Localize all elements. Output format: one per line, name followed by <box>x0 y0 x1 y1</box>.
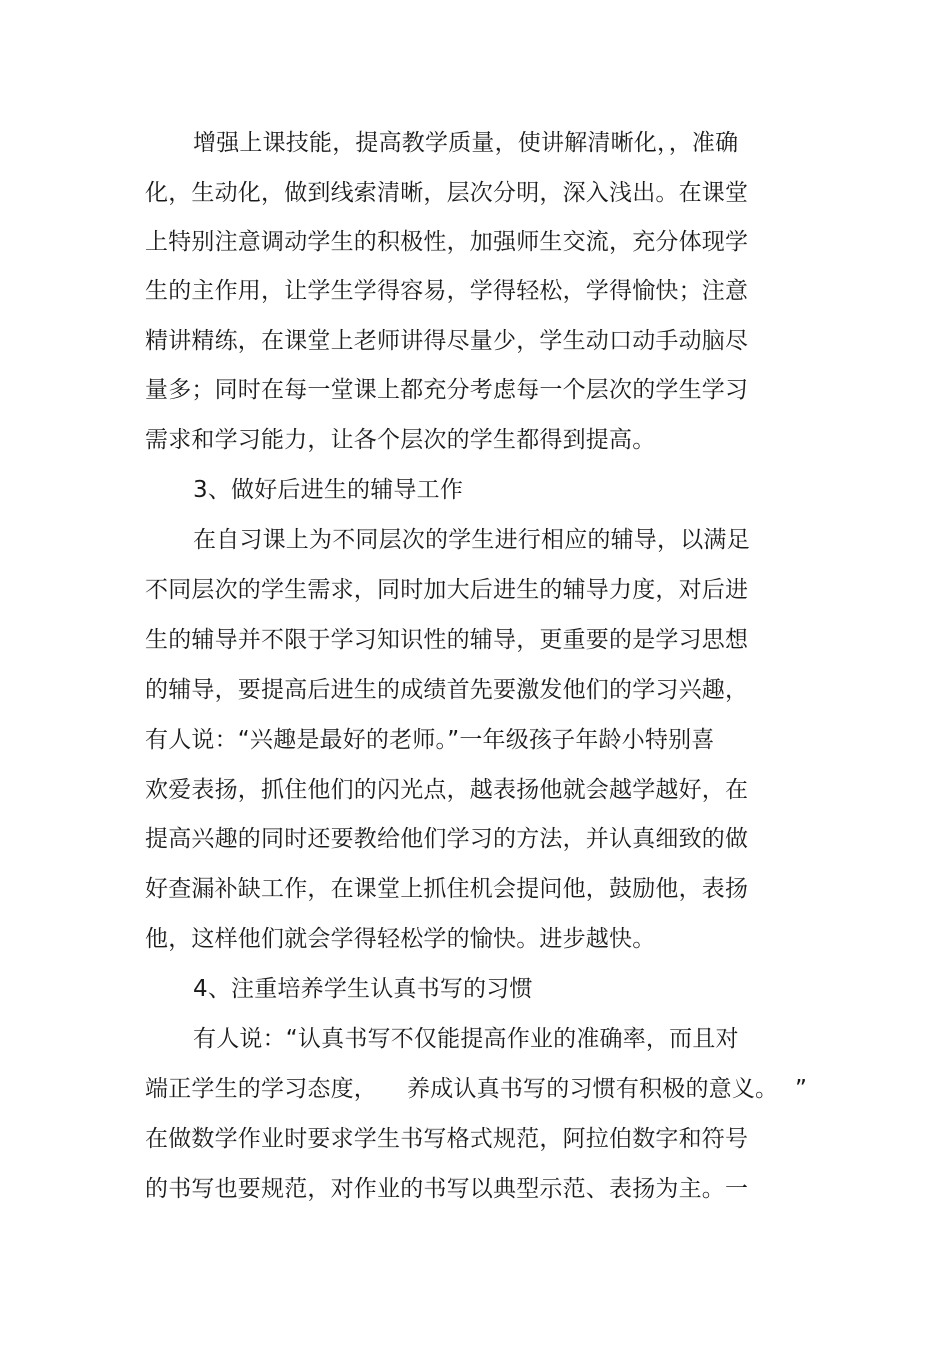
paragraph-line: 上特别注意调动学生的积极性，加强师生交流，充分体现学 <box>145 229 749 255</box>
paragraph-line: 有人说：“认真书写不仅能提高作业的准确率，而且对 <box>193 1026 739 1052</box>
paragraph-line: 增强上课技能，提高教学质量，使讲解清晰化，，准确 <box>193 130 739 156</box>
paragraph-line: 在自习课上为不同层次的学生进行相应的辅导，以满足 <box>193 527 750 553</box>
paragraph-line: 他，这样他们就会学得轻松学的愉快。进步越快。 <box>145 926 656 952</box>
section-heading: 4、注重培养学生认真书写的习惯 <box>193 976 533 1002</box>
paragraph-line: 生的辅导并不限于学习知识性的辅导，更重要的是学习思想 <box>145 627 749 653</box>
paragraph-line: 化，生动化，做到线索清晰，层次分明，深入浅出。在课堂 <box>145 180 749 206</box>
paragraph-line: 生的主作用，让学生学得容易，学得轻松，学得愉快；注意 <box>145 278 749 304</box>
paragraph-line: 需求和学习能力，让各个层次的学生都得到提高。 <box>145 427 656 453</box>
paragraph-line: 有人说：“兴趣是最好的老师。”一年级孩子年龄小特别喜 <box>145 727 715 753</box>
paragraph-line: 不同层次的学生需求，同时加大后进生的辅导力度，对后进 <box>145 577 749 603</box>
paragraph-line: 的书写也要规范，对作业的书写以典型示范、表扬为主。一 <box>145 1176 749 1202</box>
paragraph-line: 在做数学作业时要求学生书写格式规范，阿拉伯数字和符号 <box>145 1126 749 1152</box>
paragraph-line: 量多；同时在每一堂课上都充分考虑每一个层次的学生学习 <box>145 377 749 403</box>
closing-quote: ” <box>795 1076 808 1102</box>
paragraph-line: 的辅导，要提高后进生的成绩首先要激发他们的学习兴趣， <box>145 677 749 703</box>
paragraph-line: 好查漏补缺工作，在课堂上抓住机会提问他，鼓励他，表扬 <box>145 876 749 902</box>
section-heading: 3、做好后进生的辅导工作 <box>193 477 464 503</box>
paragraph-line: 欢爱表扬，抓住他们的闪光点，越表扬他就会越学越好，在 <box>145 777 749 803</box>
paragraph-line: 端正学生的学习态度， 养成认真书写的习惯有积极的意义。 <box>145 1076 779 1102</box>
paragraph-line: 精讲精练，在课堂上老师讲得尽量少，学生动口动手动脑尽 <box>145 328 749 354</box>
paragraph-line: 提高兴趣的同时还要教给他们学习的方法，并认真细致的做 <box>145 826 749 852</box>
